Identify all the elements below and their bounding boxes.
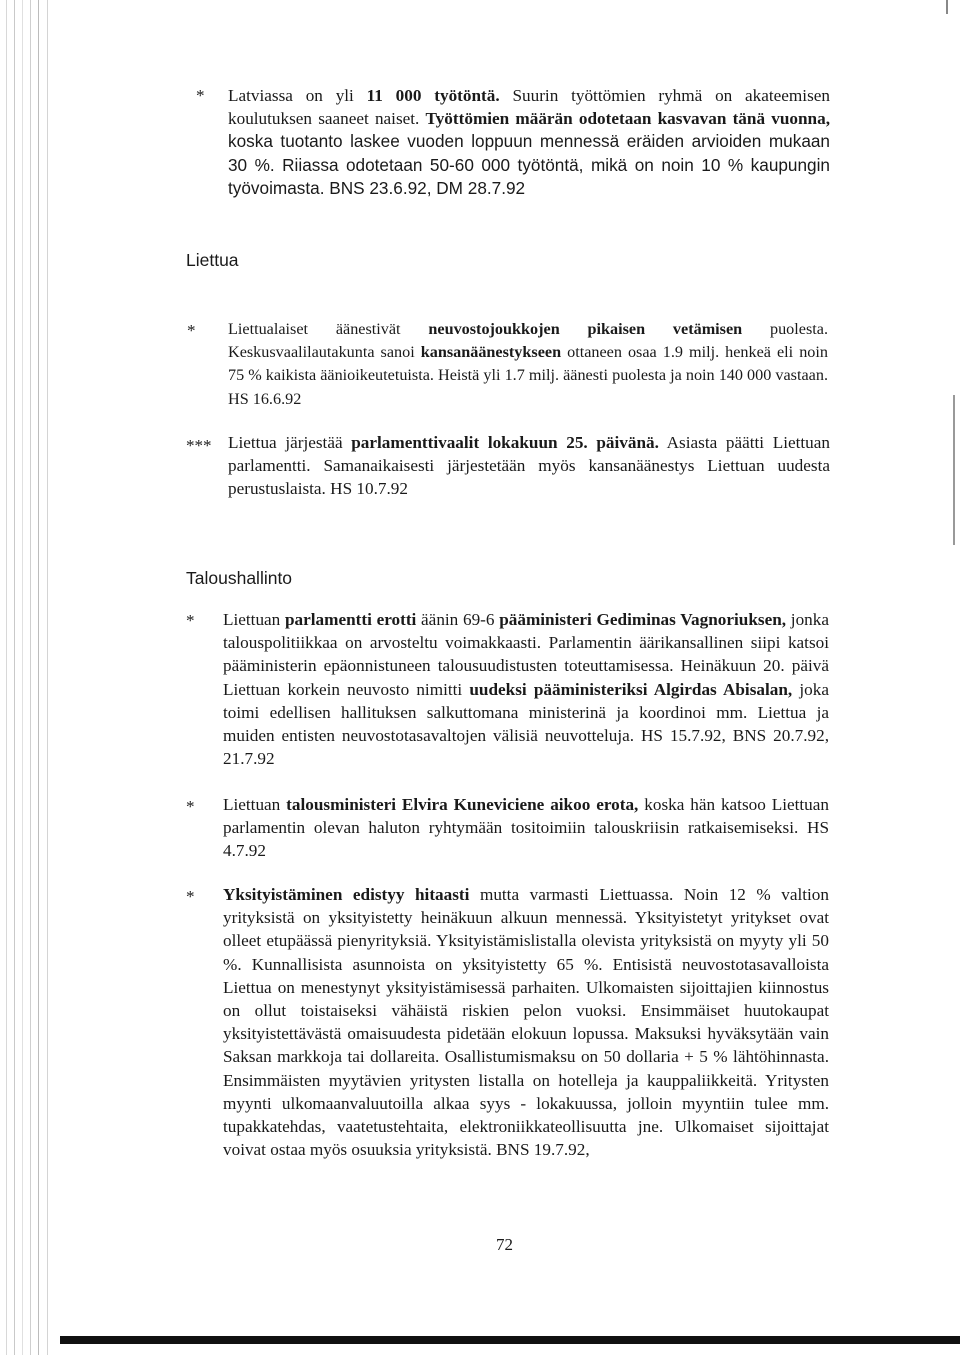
text-run: Latviassa on yli	[228, 86, 367, 105]
paragraph-privatisation	[223, 883, 829, 1161]
bold-run: parlamentti erotti	[284, 610, 417, 629]
paragraph-prime-minister-dismissed	[223, 608, 829, 770]
bold-run: uudeksi pääministeriksi Algirdas Abisalan,	[469, 679, 793, 699]
bold-run: 11 000 työtöntä.	[366, 86, 500, 105]
text-run: Suurin työttömien ryhmä on akateemisen koulutuksen saaneet naiset.	[228, 86, 830, 129]
bullet-marker: *	[186, 611, 195, 630]
bold-run: kansanäänestykseen	[420, 343, 562, 362]
section-heading-liettua: Liettua	[186, 250, 239, 270]
bold-run: Yksityistäminen edistyy hitaasti	[223, 885, 470, 904]
text-run: Liettualaiset äänestivät	[228, 320, 429, 338]
bold-run: neuvostojoukkojen pikaisen vetämisen	[428, 320, 743, 338]
text-run: koska tuotanto laskee vuoden loppuun mennessä eräiden arvioiden mukaan 30 %. Riiassa odotetaan 50-60 000 työtöntä, mikä on noin 10 % kaupungin työvoimasta. BNS 23.6.92, DM 28.7.92	[228, 131, 830, 198]
text-run: mutta varmasti Liettuassa. Noin 12 % valtion yrityksistä on yksityistetty heinäkuun alkuun mennessä. Yksityistetyt yritykset ovat olleet etupäässä pienyrityksiä. Yksityistämislistalla olevista yrityksistä on myyty yli 50 %. Kunnallisista asunnoista on yksityistetty 65 %. Entisistä neuvostotasavalloista Liettua on menestynyt yksityistämisessä parhaiten. Ulkomaisten sijoittajien kiinnostus on ollut toistaiseksi vähäistä riskien pelon vuoksi. Ensimmäiset huutokaupat yksityistettävästä omaisuudesta pidetään elokuun lopussa. Maksuksi hyväksytään vain Saksan markkoja tai dollareita. Osallistumismaksu on 50 dollaria + 5 % lähtöhinnasta. Ensimmäisten myytävien yritysten listalla on hotelleja ja kauppaliikkeitä. Yritysten myynti ulkomaanvaluutoilla alkaa syys - lokakuussa, jolloin myyntiin tulee mm. tupakkatehdas, vaatetustehtaita, elektroniikkateollisuutta jne. Ulkomaiset sijoittajat voivat ostaa myös osuuksia yrityksistä. BNS 19.7.92,	[223, 885, 829, 1160]
text-run: koska hän katsoo Liettuan parlamentin olevan haluton ryhtymään tositoimiin talouskriisin ratkaisemiseksi. HS 4.7.92	[223, 795, 829, 861]
text-run: ottaneen osaa 1.9 milj. henkeä eli noin 75 % kaikista äänioikeutetuista. Heistä yli 1.7 milj. äänesti puolesta ja noin 140 000 vastaan. HS 16.6.92	[228, 343, 828, 408]
scan-bottom-rule	[60, 1336, 960, 1344]
text-run: Liettuan	[223, 795, 287, 814]
bullet-marker: *	[196, 86, 205, 105]
text-run: Asiasta päätti Liettuan parlamentti. Samanaikaisesti järjestetään myös kansanäänestys Liettuan uudesta perustuslaista. HS 10.7.92	[228, 433, 830, 499]
bold-run: talousministeri Elvira Kuneviciene aikoo erota,	[286, 795, 639, 814]
text-run: jonka talouspolitiikkaa on arvosteltu voimakkaasti. Parlamentin äärikansallinen siipi katsoi pääministerin epäonnistuneen talousuudistusten toteuttamisessa. Heinäkuun 20. päivä Liettuan korkein neuvosto nimitti	[223, 610, 829, 699]
text-run: joka toimi edellisen hallituksen salkuttomana ministerinä ja koordinoi mm. Liettua ja muiden entisten neuvostotasavaltojen välisiä neuvotteluja. HS 15.7.92, BNS 20.7.92, 21.7.92	[223, 679, 829, 769]
text-run: puolesta. Keskusvaalilautakunta sanoi	[228, 320, 828, 362]
text-run: Liettua järjestää	[228, 433, 352, 452]
paragraph-referendum-troops	[228, 318, 828, 411]
bullet-marker: *	[186, 887, 195, 906]
bullet-marker: *	[187, 321, 196, 340]
bold-run: parlamenttivaalit lokakuun 25. päivänä.	[351, 433, 659, 452]
bullet-marker: ***	[186, 436, 212, 455]
scan-corner-mark	[946, 0, 948, 14]
text-run: Liettuan	[223, 610, 285, 629]
section-heading-taloushallinto: Taloushallinto	[186, 568, 293, 588]
scan-edge-artifacts	[0, 0, 70, 1355]
bold-run: Työttömien määrän odotetaan kasvavan tänä vuonna,	[425, 109, 830, 129]
text-run: äänin 69-6	[416, 610, 500, 629]
page-number: 72	[496, 1235, 513, 1254]
paragraph-finance-minister	[223, 793, 829, 863]
bullet-marker: *	[186, 797, 195, 816]
scan-margin-mark	[953, 395, 955, 545]
bold-run: pääministeri Gediminas Vagnoriuksen,	[499, 610, 787, 629]
paragraph-parliament-elections	[228, 431, 830, 501]
paragraph-latvia-unemployment	[228, 84, 830, 200]
